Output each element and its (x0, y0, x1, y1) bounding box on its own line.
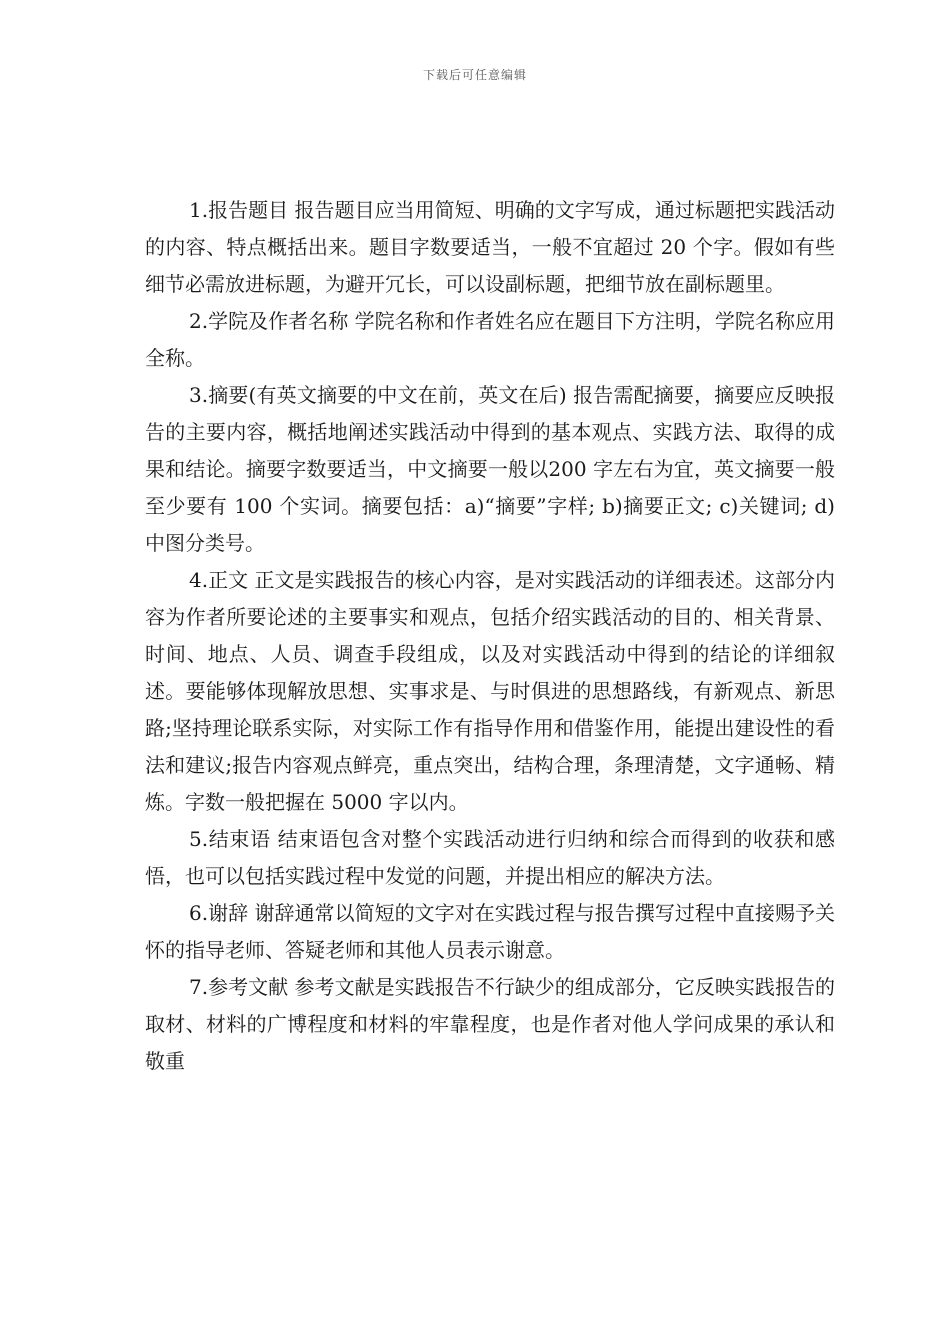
paragraph-main-text: 4.正文 正文是实践报告的核心内容，是对实践活动的详细表述。这部分内容为作者所要论述的主要事实和观点，包括介绍实践活动的目的、相关背景、时间、地点、人员、调查手段组成，以及对实践活动中得到的结论的详细叙述。要能够体现解放思想、实事求是、与时俱进的思想路线，有新观点、新思路;坚持理论联系实际，对实际工作有指导作用和借鉴作用，能提出建设性的看法和建议;报告内容观点鲜亮，重点突出，结构合理，条理清楚，文字通畅、精炼。字数一般把握在 5000 字以内。 (145, 568, 835, 814)
paragraph-references: 7.参考文献 参考文献是实践报告不行缺少的组成部分，它反映实践报告的取材、材料的广博程度和材料的牢靠程度，也是作者对他人学问成果的承认和敬重 (145, 975, 835, 1073)
page-header: 下载后可任意编辑 (422, 68, 527, 82)
paragraph-acknowledgement: 6.谢辞 谢辞通常以简短的文字对在实践过程与报告撰写过程中直接赐予关怀的指导老师、答疑老师和其他人员表示谢意。 (145, 901, 835, 962)
paragraph-college-author: 2.学院及作者名称 学院名称和作者姓名应在题目下方注明，学院名称应用全称。 (145, 309, 835, 370)
document-body (145, 192, 835, 1080)
paragraph-report-title: 1.报告题目 报告题目应当用简短、明确的文字写成，通过标题把实践活动的内容、特点概括出来。题目字数要适当，一般不宜超过 20 个字。假如有些细节必需放进标题，为避开冗长，可以设副标题，把细节放在副标题里。 (145, 198, 835, 296)
paragraph-abstract: 3.摘要(有英文摘要的中文在前，英文在后) 报告需配摘要，摘要应反映报告的主要内容，概括地阐述实践活动中得到的基本观点、实践方法、取得的成果和结论。摘要字数要适当，中文摘要一般以200 字左右为宜，英文摘要一般至少要有 100 个实词。摘要包括：a)“摘要”字样; b)摘要正文; c)关键词; d)中图分类号。 (145, 383, 835, 555)
paragraph-conclusion: 5.结束语 结束语包含对整个实践活动进行归纳和综合而得到的收获和感悟，也可以包括实践过程中发觉的问题，并提出相应的解决方法。 (145, 827, 835, 888)
